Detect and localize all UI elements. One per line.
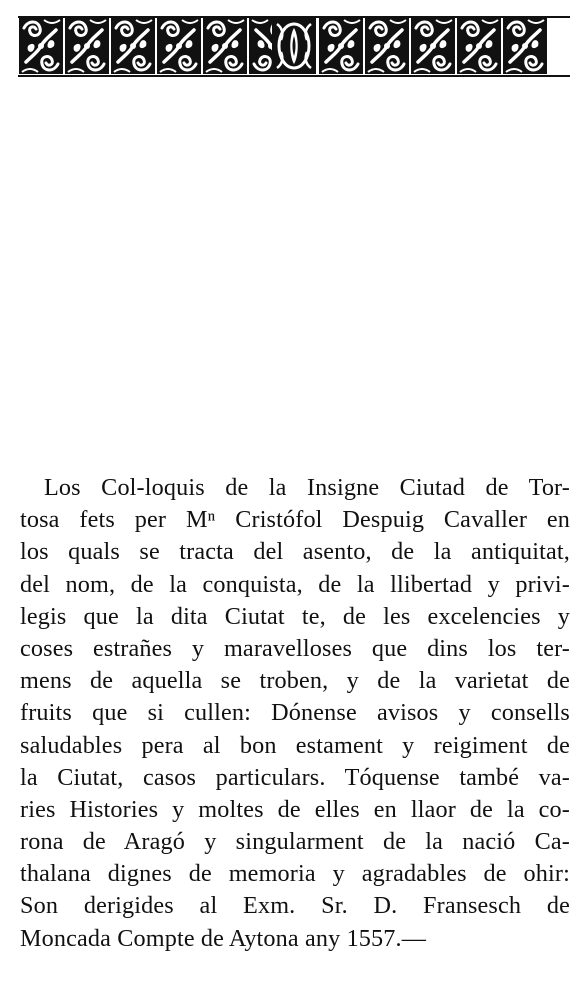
colophon-line: Moncada Compte de Aytona any 1557.—: [20, 924, 427, 952]
colophon-line: ries Histories y moltes de elles en llaor de la co-: [20, 795, 570, 823]
colophon-line: fruits que si cullen: Dónense avisos y consells: [20, 699, 570, 727]
colophon-line: tosa fets per Mⁿ Cristófol Despuig Cavaller en: [20, 506, 570, 534]
colophon-paragraph: [20, 472, 570, 955]
colophon-line: Son derigides al Exm. Sr. D. Fransesch de: [20, 892, 570, 920]
colophon-line: coses estrañes y maravelloses que dins los ter-: [20, 634, 570, 662]
colophon-line: los quals se tracta del asento, de la antiquitat,: [20, 538, 570, 566]
colophon-line: legis que la dita Ciutat te, de les excelencies y: [20, 602, 570, 630]
colophon-line: la Ciutat, casos particulars. Tóquense també va-: [20, 763, 570, 791]
colophon-line: thalana dignes de memoria y agradables de ohir:: [20, 860, 570, 888]
colophon-line: rona de Aragó y singularment de la nació Ca-: [20, 828, 570, 856]
colophon-line: saludables pera al bon estament y reigiment de: [20, 731, 570, 759]
floral-scroll-border-icon: [18, 16, 570, 78]
colophon-line: mens de aquella se troben, y de la varietat de: [20, 667, 570, 695]
colophon-line: Los Col-loquis de la Insigne Ciutad de Tor-: [44, 474, 570, 501]
ornament-svg: [18, 16, 570, 78]
colophon-line: del nom, de la conquista, de la llibertad y privi-: [20, 570, 570, 598]
